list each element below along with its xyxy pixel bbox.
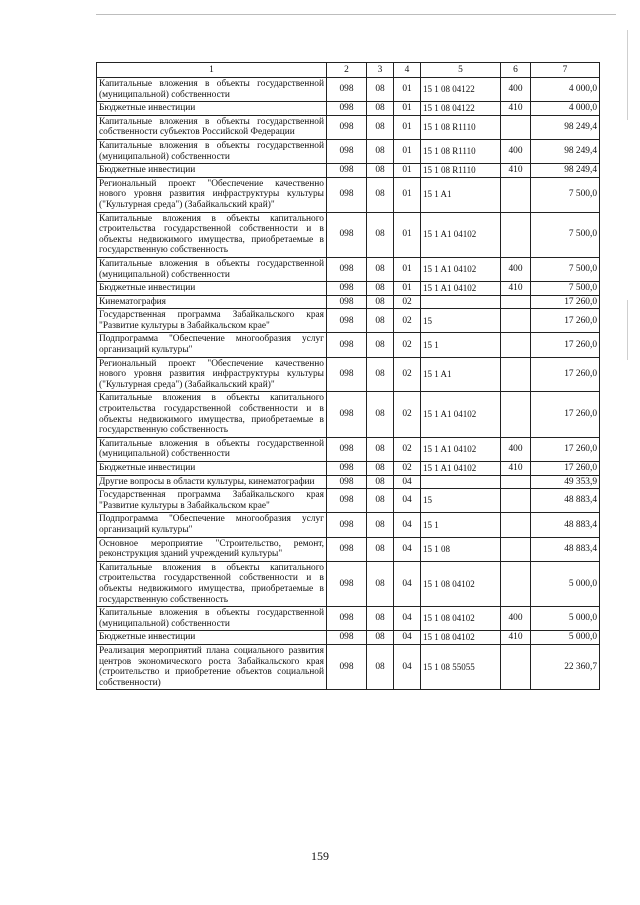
ministry-code-cell: 098 xyxy=(327,489,367,513)
amount-cell: 7 500,0 xyxy=(531,282,600,296)
amount-cell: 48 883,4 xyxy=(531,537,600,561)
amount-cell: 17 260,0 xyxy=(531,357,600,392)
target-article-cell: 15 1 08 R1110 xyxy=(421,164,501,178)
table-row xyxy=(97,392,600,437)
section-code-cell: 08 xyxy=(367,644,394,689)
table-row xyxy=(97,644,600,689)
ministry-code-cell: 098 xyxy=(327,139,367,163)
table-row xyxy=(97,309,600,333)
section-code-cell: 08 xyxy=(367,513,394,537)
subsection-code-cell: 01 xyxy=(394,78,421,102)
amount-cell: 48 883,4 xyxy=(531,513,600,537)
ministry-code-cell: 098 xyxy=(327,475,367,489)
target-article-cell: 15 1 A1 04102 xyxy=(421,257,501,281)
ministry-code-cell: 098 xyxy=(327,561,367,606)
row-name-cell: Бюджетные инвестиции xyxy=(97,102,327,116)
target-article-cell xyxy=(421,475,501,489)
expense-type-cell: 400 xyxy=(501,139,531,163)
table-row xyxy=(97,164,600,178)
row-name-cell: Кинематография xyxy=(97,295,327,309)
subsection-code-cell: 02 xyxy=(394,462,421,476)
table-row xyxy=(97,537,600,561)
target-article-cell: 15 1 08 R1110 xyxy=(421,115,501,139)
subsection-code-cell: 04 xyxy=(394,561,421,606)
ministry-code-cell: 098 xyxy=(327,357,367,392)
section-code-cell: 08 xyxy=(367,78,394,102)
expense-type-cell: 400 xyxy=(501,78,531,102)
row-name-cell: Капитальные вложения в объекты государственной (муниципальной) собственности xyxy=(97,437,327,461)
amount-cell: 17 260,0 xyxy=(531,462,600,476)
section-code-cell: 08 xyxy=(367,475,394,489)
target-article-cell: 15 1 08 04122 xyxy=(421,78,501,102)
row-name-cell: Бюджетные инвестиции xyxy=(97,282,327,296)
table-row xyxy=(97,257,600,281)
ministry-code-cell: 098 xyxy=(327,115,367,139)
target-article-cell: 15 1 A1 xyxy=(421,357,501,392)
target-article-cell: 15 1 xyxy=(421,513,501,537)
row-name-cell: Капитальные вложения в объекты государственной (муниципальной) собственности xyxy=(97,607,327,631)
budget-allocation-table xyxy=(96,62,600,690)
subsection-code-cell: 04 xyxy=(394,475,421,489)
ministry-code-cell: 098 xyxy=(327,102,367,116)
table-row xyxy=(97,282,600,296)
subsection-code-cell: 04 xyxy=(394,537,421,561)
amount-cell: 17 260,0 xyxy=(531,295,600,309)
target-article-cell: 15 1 08 R1110 xyxy=(421,139,501,163)
subsection-code-cell: 02 xyxy=(394,392,421,437)
subsection-code-cell: 04 xyxy=(394,489,421,513)
table-row xyxy=(97,78,600,102)
section-code-cell: 08 xyxy=(367,177,394,212)
column-header: 4 xyxy=(394,63,421,78)
table-row xyxy=(97,561,600,606)
expense-type-cell xyxy=(501,295,531,309)
subsection-code-cell: 04 xyxy=(394,607,421,631)
ministry-code-cell: 098 xyxy=(327,462,367,476)
amount-cell: 17 260,0 xyxy=(531,392,600,437)
table-row xyxy=(97,437,600,461)
expense-type-cell xyxy=(501,212,531,257)
amount-cell: 7 500,0 xyxy=(531,257,600,281)
subsection-code-cell: 02 xyxy=(394,295,421,309)
expense-type-cell xyxy=(501,489,531,513)
expense-type-cell xyxy=(501,115,531,139)
section-code-cell: 08 xyxy=(367,102,394,116)
section-code-cell: 08 xyxy=(367,631,394,645)
amount-cell: 7 500,0 xyxy=(531,177,600,212)
row-name-cell: Капитальные вложения в объекты государственной (муниципальной) собственности xyxy=(97,78,327,102)
ministry-code-cell: 098 xyxy=(327,537,367,561)
expense-type-cell xyxy=(501,177,531,212)
amount-cell: 7 500,0 xyxy=(531,212,600,257)
row-name-cell: Подпрограмма "Обеспечение многообразия услуг организаций культуры" xyxy=(97,333,327,357)
row-name-cell: Региональный проект "Обеспечение качественно нового уровня развития инфраструктуры культуры ("Культурная среда") (Забайкальский край)" xyxy=(97,357,327,392)
subsection-code-cell: 04 xyxy=(394,631,421,645)
expense-type-cell xyxy=(501,357,531,392)
amount-cell: 17 260,0 xyxy=(531,309,600,333)
subsection-code-cell: 02 xyxy=(394,357,421,392)
table-row xyxy=(97,177,600,212)
column-header: 3 xyxy=(367,63,394,78)
ministry-code-cell: 098 xyxy=(327,177,367,212)
expense-type-cell xyxy=(501,561,531,606)
section-code-cell: 08 xyxy=(367,437,394,461)
table-row xyxy=(97,333,600,357)
table-row xyxy=(97,102,600,116)
subsection-code-cell: 01 xyxy=(394,212,421,257)
subsection-code-cell: 02 xyxy=(394,309,421,333)
target-article-cell: 15 1 xyxy=(421,333,501,357)
row-name-cell: Другие вопросы в области культуры, кинематографии xyxy=(97,475,327,489)
target-article-cell: 15 1 08 04102 xyxy=(421,561,501,606)
amount-cell: 22 360,7 xyxy=(531,644,600,689)
expense-type-cell: 410 xyxy=(501,164,531,178)
subsection-code-cell: 01 xyxy=(394,115,421,139)
row-name-cell: Бюджетные инвестиции xyxy=(97,631,327,645)
amount-cell: 98 249,4 xyxy=(531,164,600,178)
section-code-cell: 08 xyxy=(367,561,394,606)
column-header: 5 xyxy=(421,63,501,78)
target-article-cell: 15 1 A1 04102 xyxy=(421,212,501,257)
ministry-code-cell: 098 xyxy=(327,164,367,178)
table-header-row xyxy=(97,63,600,78)
amount-cell: 49 353,9 xyxy=(531,475,600,489)
target-article-cell: 15 1 A1 04102 xyxy=(421,282,501,296)
row-name-cell: Бюджетные инвестиции xyxy=(97,164,327,178)
ministry-code-cell: 098 xyxy=(327,607,367,631)
row-name-cell: Капитальные вложения в объекты капитального строительства государственной собственности и в объекты недвижимого имущества, приобретаемые в государственную собственность xyxy=(97,212,327,257)
section-code-cell: 08 xyxy=(367,295,394,309)
amount-cell: 5 000,0 xyxy=(531,561,600,606)
expense-type-cell xyxy=(501,333,531,357)
target-article-cell: 15 1 A1 04102 xyxy=(421,392,501,437)
subsection-code-cell: 01 xyxy=(394,177,421,212)
target-article-cell: 15 1 08 04122 xyxy=(421,102,501,116)
row-name-cell: Реализация мероприятий плана социального развития центров экономического роста Забайкальского края (строительство и приобретение объектов социальной собственности) xyxy=(97,644,327,689)
table-row xyxy=(97,513,600,537)
amount-cell: 17 260,0 xyxy=(531,333,600,357)
subsection-code-cell: 01 xyxy=(394,282,421,296)
column-header: 1 xyxy=(97,63,327,78)
expense-type-cell: 410 xyxy=(501,102,531,116)
row-name-cell: Капитальные вложения в объекты государственной (муниципальной) собственности xyxy=(97,257,327,281)
target-article-cell xyxy=(421,295,501,309)
expense-type-cell xyxy=(501,537,531,561)
section-code-cell: 08 xyxy=(367,489,394,513)
section-code-cell: 08 xyxy=(367,139,394,163)
target-article-cell: 15 1 08 04102 xyxy=(421,607,501,631)
section-code-cell: 08 xyxy=(367,115,394,139)
subsection-code-cell: 04 xyxy=(394,513,421,537)
section-code-cell: 08 xyxy=(367,282,394,296)
expense-type-cell: 410 xyxy=(501,462,531,476)
row-name-cell: Государственная программа Забайкальского края "Развитие культуры в Забайкальском крае" xyxy=(97,489,327,513)
row-name-cell: Основное мероприятие "Строительство, ремонт, реконструкция зданий учреждений культуры" xyxy=(97,537,327,561)
column-header: 7 xyxy=(531,63,600,78)
ministry-code-cell: 098 xyxy=(327,257,367,281)
expense-type-cell: 400 xyxy=(501,437,531,461)
row-name-cell: Капитальные вложения в объекты государственной собственности субъектов Российской Федерации xyxy=(97,115,327,139)
section-code-cell: 08 xyxy=(367,309,394,333)
section-code-cell: 08 xyxy=(367,392,394,437)
row-name-cell: Бюджетные инвестиции xyxy=(97,462,327,476)
amount-cell: 17 260,0 xyxy=(531,437,600,461)
ministry-code-cell: 098 xyxy=(327,309,367,333)
target-article-cell: 15 1 08 04102 xyxy=(421,631,501,645)
subsection-code-cell: 01 xyxy=(394,139,421,163)
section-code-cell: 08 xyxy=(367,537,394,561)
table-row xyxy=(97,212,600,257)
page-top-rule xyxy=(96,14,616,15)
ministry-code-cell: 098 xyxy=(327,437,367,461)
ministry-code-cell: 098 xyxy=(327,631,367,645)
section-code-cell: 08 xyxy=(367,607,394,631)
section-code-cell: 08 xyxy=(367,462,394,476)
subsection-code-cell: 01 xyxy=(394,102,421,116)
table-row xyxy=(97,607,600,631)
target-article-cell: 15 1 A1 04102 xyxy=(421,437,501,461)
row-name-cell: Государственная программа Забайкальского края "Развитие культуры в Забайкальском крае" xyxy=(97,309,327,333)
amount-cell: 4 000,0 xyxy=(531,102,600,116)
ministry-code-cell: 098 xyxy=(327,513,367,537)
table-row xyxy=(97,631,600,645)
row-name-cell: Капитальные вложения в объекты государственной (муниципальной) собственности xyxy=(97,139,327,163)
amount-cell: 5 000,0 xyxy=(531,607,600,631)
amount-cell: 98 249,4 xyxy=(531,115,600,139)
section-code-cell: 08 xyxy=(367,164,394,178)
section-code-cell: 08 xyxy=(367,212,394,257)
scan-edge-mark xyxy=(627,30,628,120)
table-row xyxy=(97,462,600,476)
expense-type-cell xyxy=(501,475,531,489)
row-name-cell: Региональный проект "Обеспечение качественно нового уровня развития инфраструктуры культуры ("Культурная среда") (Забайкальский край)" xyxy=(97,177,327,212)
subsection-code-cell: 01 xyxy=(394,164,421,178)
expense-type-cell xyxy=(501,644,531,689)
target-article-cell: 15 1 A1 04102 xyxy=(421,462,501,476)
target-article-cell: 15 1 08 55055 xyxy=(421,644,501,689)
target-article-cell: 15 xyxy=(421,489,501,513)
column-header: 2 xyxy=(327,63,367,78)
row-name-cell: Капитальные вложения в объекты капитального строительства государственной собственности и в объекты недвижимого имущества, приобретаемые в государственную собственность xyxy=(97,561,327,606)
scan-edge-mark xyxy=(627,300,628,360)
ministry-code-cell: 098 xyxy=(327,333,367,357)
target-article-cell: 15 1 A1 xyxy=(421,177,501,212)
subsection-code-cell: 01 xyxy=(394,257,421,281)
amount-cell: 98 249,4 xyxy=(531,139,600,163)
table-row xyxy=(97,475,600,489)
table-row xyxy=(97,115,600,139)
section-code-cell: 08 xyxy=(367,257,394,281)
expense-type-cell: 400 xyxy=(501,607,531,631)
expense-type-cell: 400 xyxy=(501,257,531,281)
subsection-code-cell: 02 xyxy=(394,437,421,461)
ministry-code-cell: 098 xyxy=(327,78,367,102)
amount-cell: 5 000,0 xyxy=(531,631,600,645)
expense-type-cell: 410 xyxy=(501,282,531,296)
ministry-code-cell: 098 xyxy=(327,295,367,309)
table-row xyxy=(97,295,600,309)
expense-type-cell xyxy=(501,309,531,333)
expense-type-cell xyxy=(501,392,531,437)
page-number: 159 xyxy=(311,849,329,863)
row-name-cell: Подпрограмма "Обеспечение многообразия услуг организаций культуры" xyxy=(97,513,327,537)
ministry-code-cell: 098 xyxy=(327,392,367,437)
section-code-cell: 08 xyxy=(367,357,394,392)
ministry-code-cell: 098 xyxy=(327,282,367,296)
section-code-cell: 08 xyxy=(367,333,394,357)
target-article-cell: 15 xyxy=(421,309,501,333)
column-header: 6 xyxy=(501,63,531,78)
target-article-cell: 15 1 08 xyxy=(421,537,501,561)
table-row xyxy=(97,357,600,392)
subsection-code-cell: 04 xyxy=(394,644,421,689)
amount-cell: 48 883,4 xyxy=(531,489,600,513)
subsection-code-cell: 02 xyxy=(394,333,421,357)
ministry-code-cell: 098 xyxy=(327,212,367,257)
expense-type-cell xyxy=(501,513,531,537)
expense-type-cell: 410 xyxy=(501,631,531,645)
amount-cell: 4 000,0 xyxy=(531,78,600,102)
table-row xyxy=(97,489,600,513)
row-name-cell: Капитальные вложения в объекты капитального строительства государственной собственности и в объекты недвижимого имущества, приобретаемые в государственную собственность xyxy=(97,392,327,437)
ministry-code-cell: 098 xyxy=(327,644,367,689)
table-row xyxy=(97,139,600,163)
